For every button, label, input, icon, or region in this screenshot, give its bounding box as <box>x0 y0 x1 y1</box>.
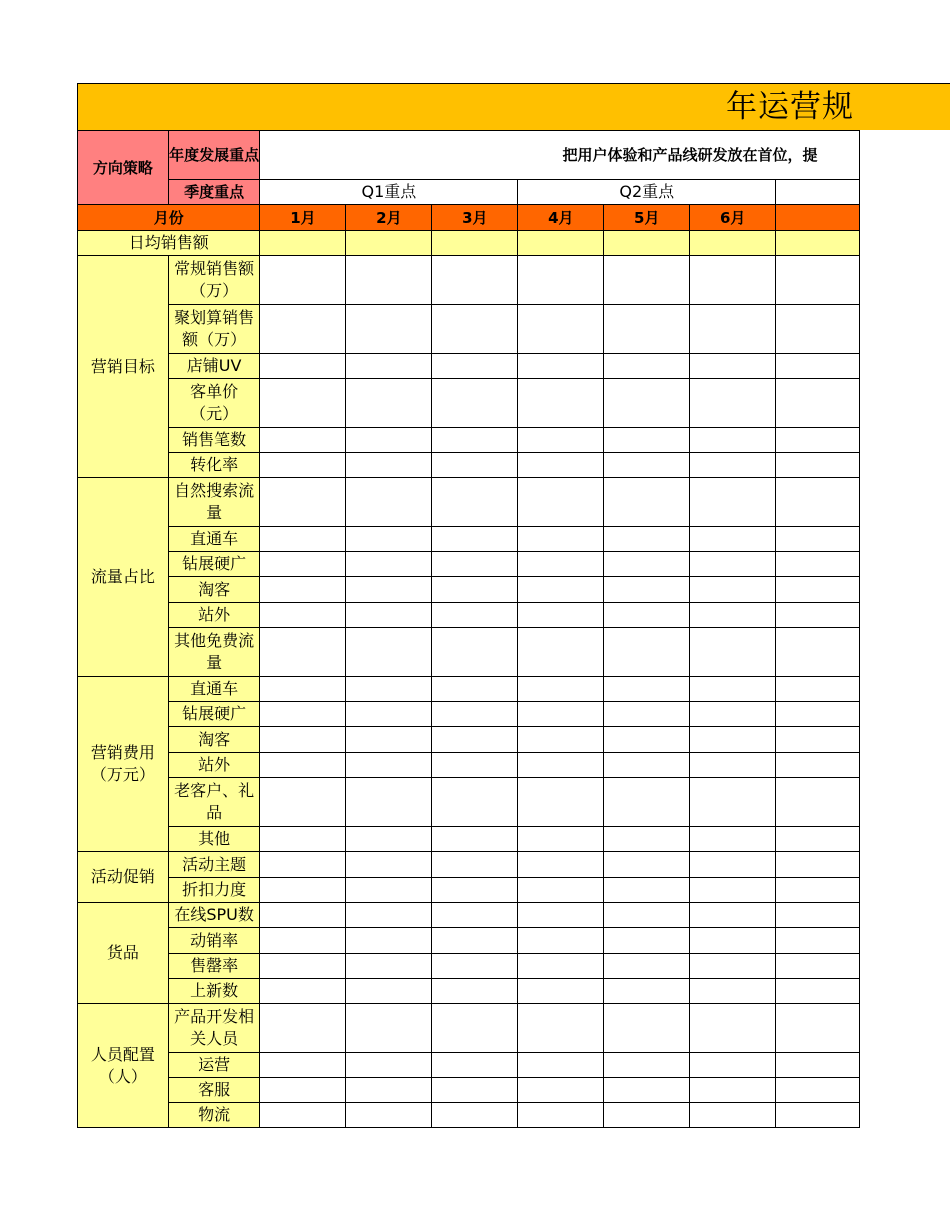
cell[interactable] <box>346 453 432 478</box>
cell[interactable] <box>518 979 604 1004</box>
cell[interactable] <box>518 1103 604 1128</box>
row-label: 上新数 <box>168 979 260 1004</box>
cell[interactable] <box>604 878 690 903</box>
row-label: 自然搜索流量 <box>168 478 260 527</box>
cell[interactable] <box>432 1078 518 1103</box>
cell[interactable] <box>346 577 432 603</box>
cell[interactable] <box>776 478 860 527</box>
cell[interactable] <box>690 527 776 552</box>
cell[interactable] <box>776 1103 860 1128</box>
row-label: 在线SPU数 <box>168 903 260 928</box>
cell[interactable] <box>518 379 604 428</box>
month-header: 3月 <box>432 205 518 231</box>
month-header: 4月 <box>518 205 604 231</box>
cell[interactable] <box>260 878 346 903</box>
cell[interactable] <box>776 577 860 603</box>
cell[interactable] <box>432 552 518 577</box>
cell[interactable] <box>346 903 432 928</box>
cell[interactable] <box>260 1004 346 1053</box>
cell[interactable] <box>690 727 776 753</box>
cell[interactable] <box>604 778 690 827</box>
cell[interactable] <box>260 827 346 852</box>
cell[interactable] <box>518 903 604 928</box>
row-label: 直通车 <box>168 677 260 702</box>
cell[interactable] <box>518 954 604 979</box>
cell[interactable] <box>776 852 860 878</box>
cell[interactable] <box>346 928 432 954</box>
cell[interactable] <box>690 256 776 305</box>
cell[interactable] <box>346 527 432 552</box>
month-label: 月份 <box>78 205 260 231</box>
group-label-marketing-cost: 营销费用（万元） <box>78 677 169 852</box>
cell[interactable] <box>346 753 432 778</box>
cell[interactable] <box>604 256 690 305</box>
cell[interactable] <box>260 231 346 256</box>
row-label: 直通车 <box>168 527 260 552</box>
cell[interactable] <box>346 552 432 577</box>
cell[interactable] <box>604 577 690 603</box>
annual-focus-label: 年度发展重点 <box>168 131 260 180</box>
row-label: 钻展硬广 <box>168 552 260 577</box>
cell[interactable] <box>776 628 860 677</box>
cell[interactable] <box>346 1078 432 1103</box>
group-label-promotion: 活动促销 <box>78 852 169 903</box>
cell[interactable] <box>604 1078 690 1103</box>
cell[interactable] <box>776 753 860 778</box>
q1-focus[interactable]: Q1重点 <box>260 180 518 205</box>
cell[interactable] <box>432 702 518 727</box>
cell[interactable] <box>776 428 860 453</box>
cell[interactable] <box>432 827 518 852</box>
row-label: 物流 <box>168 1103 260 1128</box>
cell[interactable] <box>776 552 860 577</box>
cell[interactable] <box>776 827 860 852</box>
cell[interactable] <box>604 305 690 354</box>
cell[interactable] <box>690 1053 776 1078</box>
cell[interactable] <box>432 305 518 354</box>
cell[interactable] <box>346 603 432 628</box>
cell[interactable] <box>518 677 604 702</box>
cell[interactable] <box>690 603 776 628</box>
cell[interactable] <box>690 753 776 778</box>
cell[interactable] <box>604 478 690 527</box>
cell[interactable] <box>690 305 776 354</box>
cell[interactable] <box>432 1004 518 1053</box>
annual-focus-text: 把用户体验和产品线研发放在首位，提 <box>562 146 818 164</box>
cell[interactable] <box>518 753 604 778</box>
cell[interactable] <box>690 428 776 453</box>
cell[interactable] <box>260 1053 346 1078</box>
cell[interactable] <box>432 878 518 903</box>
group-label-marketing-target: 营销目标 <box>78 256 169 478</box>
cell[interactable] <box>432 231 518 256</box>
cell[interactable] <box>604 603 690 628</box>
cell[interactable] <box>260 979 346 1004</box>
cell[interactable] <box>260 354 346 379</box>
cell[interactable] <box>690 702 776 727</box>
cell[interactable] <box>604 1103 690 1128</box>
cell[interactable] <box>518 1004 604 1053</box>
cell[interactable] <box>690 954 776 979</box>
cell[interactable] <box>432 478 518 527</box>
cell[interactable] <box>776 778 860 827</box>
row-label: 钻展硬广 <box>168 702 260 727</box>
spreadsheet-viewport <box>77 83 860 1130</box>
row-label: 活动主题 <box>168 852 260 878</box>
cell[interactable] <box>432 979 518 1004</box>
month-header <box>776 205 860 231</box>
cell[interactable] <box>690 778 776 827</box>
cell[interactable] <box>518 628 604 677</box>
cell[interactable] <box>604 753 690 778</box>
row-label: 淘客 <box>168 577 260 603</box>
cell[interactable] <box>690 231 776 256</box>
cell[interactable] <box>518 453 604 478</box>
cell[interactable] <box>518 552 604 577</box>
cell[interactable] <box>776 1078 860 1103</box>
cell[interactable] <box>432 354 518 379</box>
cell[interactable] <box>260 753 346 778</box>
cell[interactable] <box>346 354 432 379</box>
cell[interactable] <box>776 954 860 979</box>
cell[interactable] <box>776 1053 860 1078</box>
row-label: 其他免费流量 <box>168 628 260 677</box>
cell[interactable] <box>776 231 860 256</box>
cell[interactable] <box>690 552 776 577</box>
cell[interactable] <box>604 1004 690 1053</box>
cell[interactable] <box>260 305 346 354</box>
cell[interactable] <box>690 354 776 379</box>
cell[interactable] <box>260 928 346 954</box>
cell[interactable] <box>604 379 690 428</box>
cell[interactable] <box>260 1078 346 1103</box>
cell[interactable] <box>518 603 604 628</box>
cell[interactable] <box>260 428 346 453</box>
row-label: 售罄率 <box>168 954 260 979</box>
cell[interactable] <box>518 577 604 603</box>
cell[interactable] <box>432 379 518 428</box>
row-label: 淘客 <box>168 727 260 753</box>
cell[interactable] <box>346 702 432 727</box>
cell[interactable] <box>776 878 860 903</box>
cell[interactable] <box>604 928 690 954</box>
cell[interactable] <box>604 1053 690 1078</box>
sheet-title: 年运营规 <box>726 89 854 125</box>
cell[interactable] <box>260 677 346 702</box>
row-label: 站外 <box>168 753 260 778</box>
row-label: 其他 <box>168 827 260 852</box>
cell[interactable] <box>690 577 776 603</box>
cell[interactable] <box>518 428 604 453</box>
row-label: 老客户、礼品 <box>168 778 260 827</box>
row-label: 店铺UV <box>168 354 260 379</box>
cell[interactable] <box>432 1103 518 1128</box>
row-label: 动销率 <box>168 928 260 954</box>
cell[interactable] <box>776 1004 860 1053</box>
cell[interactable] <box>776 354 860 379</box>
cell[interactable] <box>604 527 690 552</box>
cell[interactable] <box>604 354 690 379</box>
cell[interactable] <box>432 527 518 552</box>
cell[interactable] <box>690 928 776 954</box>
cell[interactable] <box>346 778 432 827</box>
cell[interactable] <box>690 453 776 478</box>
row-label: 客单价（元） <box>168 379 260 428</box>
row-label: 运营 <box>168 1053 260 1078</box>
cell[interactable] <box>690 1103 776 1128</box>
cell[interactable] <box>432 577 518 603</box>
cell[interactable] <box>518 256 604 305</box>
cell[interactable] <box>260 603 346 628</box>
cell[interactable] <box>260 256 346 305</box>
cell[interactable] <box>690 1078 776 1103</box>
cell[interactable] <box>776 603 860 628</box>
cell[interactable] <box>604 903 690 928</box>
daily-sales-label: 日均销售额 <box>78 231 260 256</box>
cell[interactable] <box>690 628 776 677</box>
cell[interactable] <box>346 379 432 428</box>
row-label: 转化率 <box>168 453 260 478</box>
cell[interactable] <box>432 453 518 478</box>
cell[interactable] <box>432 778 518 827</box>
row-label: 站外 <box>168 603 260 628</box>
cell[interactable] <box>432 903 518 928</box>
quarter-focus-label: 季度重点 <box>168 180 260 205</box>
cell[interactable] <box>346 305 432 354</box>
cell[interactable] <box>346 852 432 878</box>
cell[interactable] <box>518 231 604 256</box>
cell[interactable] <box>518 1078 604 1103</box>
cell[interactable] <box>518 778 604 827</box>
cell[interactable] <box>346 231 432 256</box>
cell[interactable] <box>776 180 860 205</box>
cell[interactable] <box>260 727 346 753</box>
cell[interactable] <box>776 256 860 305</box>
cell[interactable] <box>432 603 518 628</box>
cell[interactable] <box>604 552 690 577</box>
cell[interactable] <box>604 827 690 852</box>
cell[interactable] <box>604 852 690 878</box>
cell[interactable] <box>432 677 518 702</box>
group-label-traffic-share: 流量占比 <box>78 478 169 677</box>
cell[interactable] <box>260 453 346 478</box>
annual-focus-text-cell[interactable] <box>260 131 860 180</box>
cell[interactable] <box>604 702 690 727</box>
cell[interactable] <box>346 628 432 677</box>
cell[interactable] <box>518 878 604 903</box>
cell[interactable] <box>604 453 690 478</box>
cell[interactable] <box>518 852 604 878</box>
cell[interactable] <box>518 928 604 954</box>
row-label: 聚划算销售额（万） <box>168 305 260 354</box>
cell[interactable] <box>260 903 346 928</box>
cell[interactable] <box>346 1053 432 1078</box>
cell[interactable] <box>346 954 432 979</box>
cell[interactable] <box>604 231 690 256</box>
cell[interactable] <box>690 903 776 928</box>
cell[interactable] <box>432 256 518 305</box>
cell[interactable] <box>346 478 432 527</box>
cell[interactable] <box>604 628 690 677</box>
cell[interactable] <box>776 305 860 354</box>
cell[interactable] <box>432 954 518 979</box>
cell[interactable] <box>604 727 690 753</box>
cell[interactable] <box>604 677 690 702</box>
row-label: 折扣力度 <box>168 878 260 903</box>
cell[interactable] <box>690 677 776 702</box>
cell[interactable] <box>260 379 346 428</box>
cell[interactable] <box>260 778 346 827</box>
cell[interactable] <box>260 852 346 878</box>
cell[interactable] <box>346 727 432 753</box>
cell[interactable] <box>604 428 690 453</box>
cell[interactable] <box>346 979 432 1004</box>
cell[interactable] <box>604 954 690 979</box>
month-header: 5月 <box>604 205 690 231</box>
cell[interactable] <box>776 979 860 1004</box>
cell[interactable] <box>776 453 860 478</box>
cell[interactable] <box>690 979 776 1004</box>
cell[interactable] <box>346 878 432 903</box>
group-label-goods: 货品 <box>78 903 169 1004</box>
month-header: 2月 <box>346 205 432 231</box>
cell[interactable] <box>776 702 860 727</box>
cell[interactable] <box>518 702 604 727</box>
cell[interactable] <box>776 903 860 928</box>
cell[interactable] <box>260 1103 346 1128</box>
cell[interactable] <box>518 305 604 354</box>
cell[interactable] <box>776 527 860 552</box>
cell[interactable] <box>690 379 776 428</box>
cell[interactable] <box>690 878 776 903</box>
cell[interactable] <box>346 428 432 453</box>
cell[interactable] <box>690 1004 776 1053</box>
cell[interactable] <box>776 379 860 428</box>
cell[interactable] <box>776 677 860 702</box>
cell[interactable] <box>432 852 518 878</box>
cell[interactable] <box>518 827 604 852</box>
plan-table <box>77 130 860 1128</box>
q2-focus[interactable]: Q2重点 <box>518 180 776 205</box>
cell[interactable] <box>346 677 432 702</box>
cell[interactable] <box>518 478 604 527</box>
cell[interactable] <box>260 478 346 527</box>
cell[interactable] <box>518 527 604 552</box>
cell[interactable] <box>260 702 346 727</box>
cell[interactable] <box>260 577 346 603</box>
strategy-label: 方向策略 <box>78 131 169 205</box>
cell[interactable] <box>432 428 518 453</box>
cell[interactable] <box>690 478 776 527</box>
cell[interactable] <box>260 954 346 979</box>
cell[interactable] <box>346 827 432 852</box>
cell[interactable] <box>432 727 518 753</box>
cell[interactable] <box>260 527 346 552</box>
row-label: 常规销售额（万） <box>168 256 260 305</box>
cell[interactable] <box>260 628 346 677</box>
row-label: 产品开发相关人员 <box>168 1004 260 1053</box>
cell[interactable] <box>604 979 690 1004</box>
cell[interactable] <box>776 928 860 954</box>
cell[interactable] <box>432 1053 518 1078</box>
cell[interactable] <box>346 256 432 305</box>
cell[interactable] <box>518 727 604 753</box>
month-header: 1月 <box>260 205 346 231</box>
cell[interactable] <box>346 1103 432 1128</box>
cell[interactable] <box>432 928 518 954</box>
cell[interactable] <box>260 552 346 577</box>
cell[interactable] <box>690 852 776 878</box>
row-label: 客服 <box>168 1078 260 1103</box>
cell[interactable] <box>776 727 860 753</box>
cell[interactable] <box>690 827 776 852</box>
cell[interactable] <box>432 753 518 778</box>
month-header: 6月 <box>690 205 776 231</box>
cell[interactable] <box>432 628 518 677</box>
cell[interactable] <box>346 1004 432 1053</box>
row-label: 销售笔数 <box>168 428 260 453</box>
cell[interactable] <box>518 354 604 379</box>
group-label-staffing: 人员配置（人） <box>78 1004 169 1128</box>
cell[interactable] <box>518 1053 604 1078</box>
